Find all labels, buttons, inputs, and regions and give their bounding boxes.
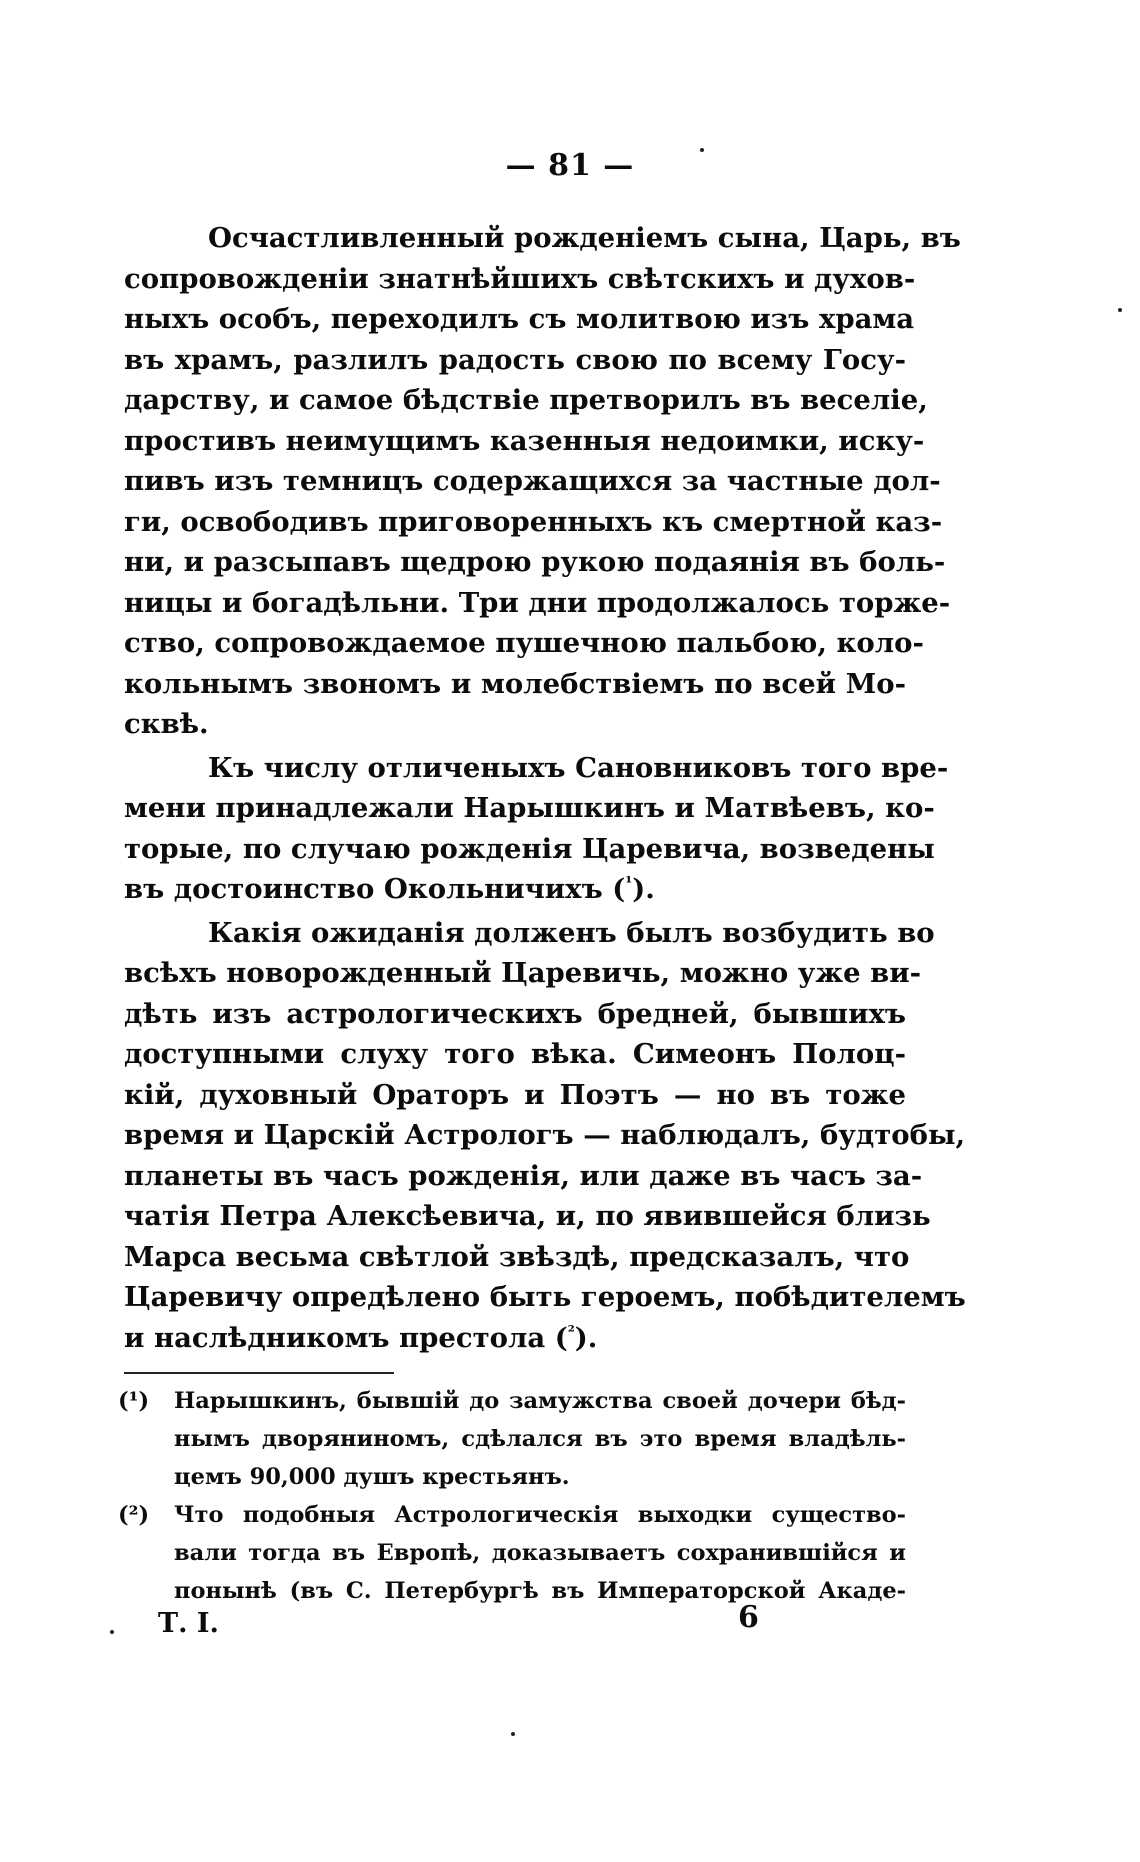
footnote (118, 1382, 906, 1496)
footnote-ref[interactable]: ¹ (625, 873, 633, 892)
footnotes (118, 1382, 906, 1610)
text-line: простивъ неимущимъ казенныя недоимки, иску- (124, 424, 925, 457)
text-line: ство, сопровождаемое пушечною пальбою, коло- (124, 627, 924, 659)
volume-signature: Т. I. (158, 1608, 219, 1639)
print-speck (110, 1630, 114, 1634)
text-line: ницы и богадѣльни. Три дни продолжалось торже- (124, 586, 951, 619)
text-line: мени принадлежали Нарышкинъ и Матвѣевъ, ко- (124, 792, 935, 824)
text-line: Осчастливленный рожденіемъ сына, Царь, въ (208, 222, 961, 254)
page-number: — 81 — (505, 148, 635, 183)
text-line: кій, духовный Ораторъ и Поэтъ — но въ тоже (124, 1078, 906, 1111)
footnote-line: понынѣ (въ С. Петербургѣ въ Императорской Акаде- (174, 1578, 906, 1604)
text-line: всѣхъ новорожденный Царевичь, можно уже ви- (124, 957, 922, 989)
footnote-ref-tail: ). (574, 1321, 598, 1354)
print-speck (1118, 308, 1122, 312)
footnote-line: цемъ 90,000 душъ крестьянъ. (174, 1464, 570, 1490)
text-line: сквѣ. (124, 708, 209, 740)
footnote-mark: (¹) (118, 1388, 150, 1414)
text-line: чатія Петра Алексѣевича, и, по явившейся близь (124, 1200, 931, 1232)
text-line (124, 1318, 906, 1359)
footnote-line: нымъ дворяниномъ, сдѣлался въ это время владѣль- (174, 1426, 906, 1452)
footnote-mark: (²) (118, 1502, 150, 1528)
footnote (118, 1496, 906, 1610)
footnote-divider (124, 1372, 394, 1374)
footnote-line: Нарышкинъ, бывшій до замужства своей дочери бѣд- (174, 1388, 906, 1414)
text-line: пивъ изъ темницъ содержащихся за частные дол- (124, 465, 941, 497)
sheet-number: 6 (738, 1600, 759, 1635)
text-line: Марса весьма свѣтлой звѣздѣ, предсказалъ, что (124, 1240, 910, 1273)
text-line: Къ числу отличеныхъ Сановниковъ того вре- (208, 751, 949, 784)
text-line: ги, освободивъ приговоренныхъ къ смертной каз- (124, 505, 943, 538)
text-line: кольнымъ звономъ и молебствіемъ по всей Мо- (124, 667, 906, 700)
text-line: дарству, и самое бѣдствіе претворилъ въ веселіе, (124, 384, 928, 416)
text-line-content: въ достоинство Окольничихъ ( (124, 873, 626, 905)
text-line: планеты въ часъ рожденія, или даже въ часъ за- (124, 1159, 923, 1192)
footnote-ref-tail: ). (632, 873, 655, 905)
text-line: Какія ожиданія долженъ былъ возбудить во (208, 916, 935, 949)
footnote-line: Что подобныя Астрологическія выходки существо- (174, 1502, 906, 1528)
text-line: сопровожденіи знатнѣйшихъ свѣтскихъ и духов- (124, 262, 916, 295)
text-line (124, 869, 906, 910)
text-line: доступными слуху того вѣка. Симеонъ Полоц- (124, 1038, 906, 1070)
text-line: Царевичу опредѣлено быть героемъ, побѣдителемъ (124, 1281, 966, 1313)
paragraph (124, 748, 949, 910)
main-text (124, 218, 966, 1361)
text-line: время и Царскій Астрологъ — наблюдалъ, будтобы, (124, 1119, 966, 1151)
paragraph (124, 913, 966, 1359)
footnote-line: вали тогда въ Европѣ, доказываетъ сохранившійся и (174, 1540, 906, 1566)
text-line-content: и наслѣдникомъ престола ( (124, 1321, 568, 1354)
text-line: ни, и разсыпавъ щедрою рукою подаянія въ боль- (124, 546, 946, 578)
paragraph (124, 218, 961, 745)
print-speck (511, 1732, 515, 1736)
text-line: въ храмъ, разлилъ радость свою по всему Госу- (124, 343, 906, 376)
footnote-ref[interactable]: ² (567, 1321, 575, 1341)
print-speck (700, 148, 704, 152)
text-line: дѣть изъ астрологическихъ бредней, бывшихъ (124, 997, 906, 1030)
text-line: ныхъ особъ, переходилъ съ молитвою изъ храма (124, 303, 915, 335)
text-line: торые, по случаю рожденія Царевича, возведены (124, 832, 935, 865)
